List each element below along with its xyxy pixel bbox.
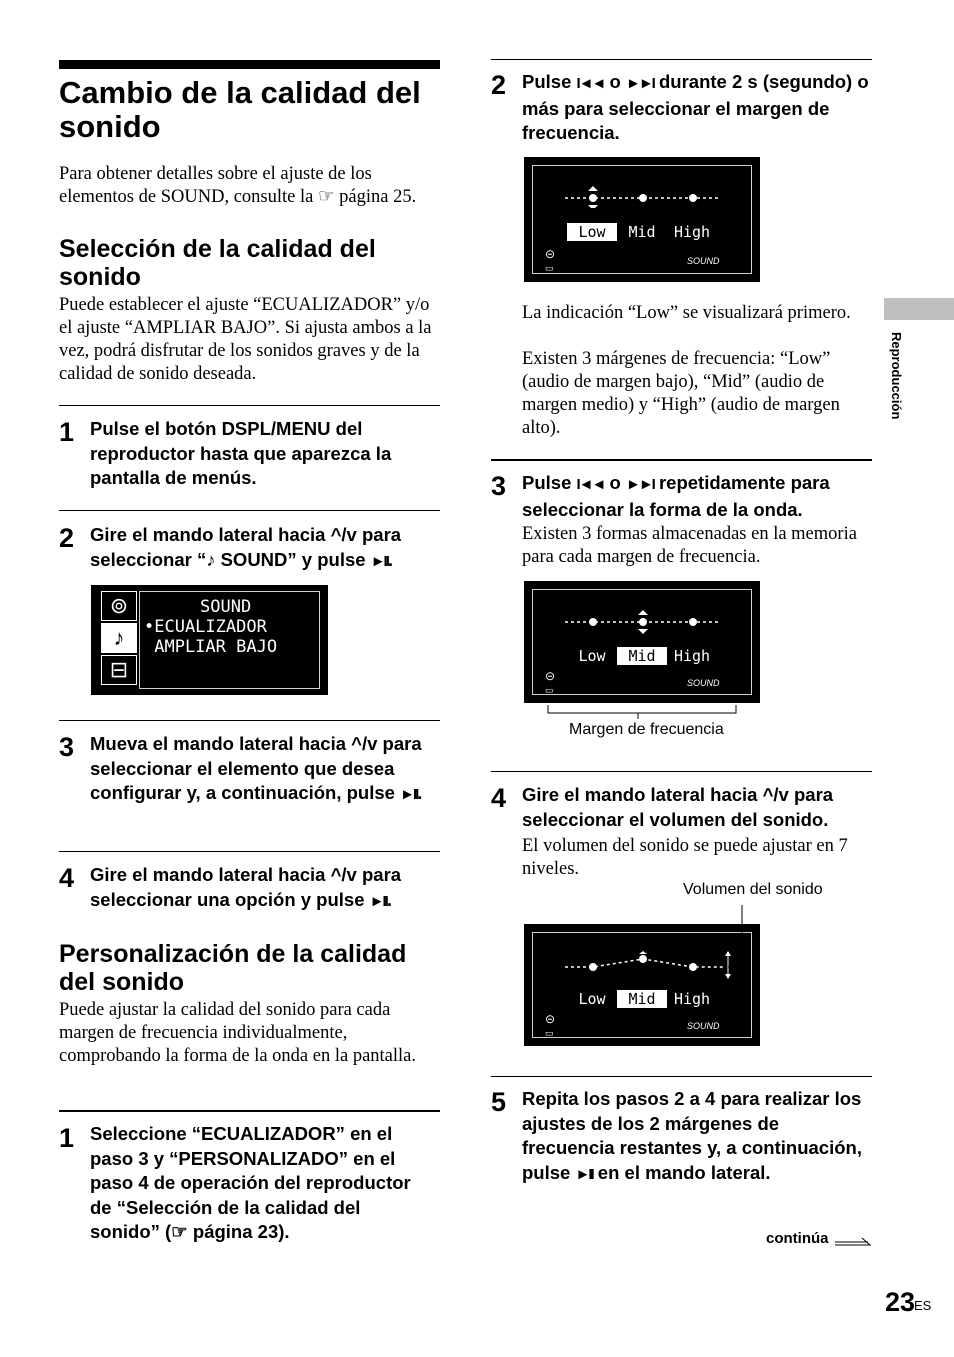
- step4-note: El volumen del sonido se puede ajustar en 7 niveles.: [522, 836, 848, 879]
- text-fragment: para seleccionar “: [90, 524, 402, 570]
- up-down-icon: ^/v: [351, 733, 378, 754]
- next-icon: ►►I: [625, 476, 654, 493]
- disc-icon: ⊝: [545, 1012, 556, 1026]
- eq-screen-volume: [524, 924, 760, 1046]
- chapter-tab: [884, 298, 954, 320]
- waveform-low: [563, 186, 723, 208]
- eq-panel: [532, 165, 752, 274]
- text-fragment: o: [604, 472, 626, 493]
- up-down-icon: ^/v: [330, 864, 357, 885]
- section2-body: Puede ajustar la calidad del sonido para cada margen de frecuencia individualmente, comprobando la forma de la onda en la pantalla.: [59, 1000, 417, 1066]
- menu-screen: [91, 585, 328, 695]
- step-divider: [491, 771, 872, 772]
- play-pause-icon: ►II: [369, 892, 387, 910]
- volume-caption: Volumen del sonido: [683, 881, 823, 898]
- band-low: Low: [567, 223, 617, 241]
- eq-panel: [532, 932, 752, 1038]
- section1-body: Puede establecer el ajuste “ECUALIZADOR” y/o el ajuste “AMPLIAR BAJO”. Si ajusta ambos a la vez, podrá disfrutar de los sonidos graves y de la calidad de sonido deseada.: [59, 295, 432, 384]
- text-fragment: Pulse: [522, 472, 577, 493]
- step-number: 1: [59, 1123, 75, 1153]
- text-fragment: durante 2 s (segundo) o más para seleccionar el margen de frecuencia.: [522, 71, 869, 143]
- menu-sidebar: [101, 591, 137, 687]
- eq-panel: [532, 589, 752, 695]
- step-number: 4: [491, 783, 507, 813]
- continue-arrow-icon: [834, 1236, 872, 1248]
- menu-panel: [139, 591, 320, 689]
- text-fragment: .: [417, 782, 423, 803]
- frequency-caption: Margen de frecuencia: [569, 721, 724, 738]
- step2-note1: La indicación “Low” se visualizará primero.: [522, 303, 851, 323]
- step1-text: Pulse el botón DSPL/MENU del reproductor hasta que aparezca la pantalla de menús.: [90, 418, 392, 488]
- step-number: 2: [491, 70, 507, 100]
- text-fragment: .: [387, 548, 394, 570]
- text-fragment: Pulse: [522, 71, 577, 92]
- text-fragment: repetidamente para seleccionar la forma de la onda.: [522, 472, 830, 520]
- play-pause-icon: ►II: [400, 786, 418, 803]
- eq-screen-low: [524, 157, 760, 282]
- page-language: ES: [914, 1298, 932, 1313]
- battery-icon: ▭: [545, 263, 554, 273]
- step-divider: [491, 1076, 872, 1077]
- disc-icon: ⊝: [545, 247, 556, 261]
- band-mid: Mid: [617, 990, 667, 1008]
- step-number: 2: [59, 523, 75, 553]
- text-fragment: SOUND” y pulse: [215, 548, 371, 570]
- band-mid: Mid: [617, 647, 667, 665]
- up-down-icon: ^/v: [762, 784, 789, 805]
- band-mid: Mid: [628, 223, 656, 241]
- menu-heading: SOUND: [200, 597, 252, 617]
- section2-title: Personalización de la calidad del sonido: [59, 940, 407, 996]
- step-number: 1: [59, 417, 75, 447]
- band-high: High: [673, 223, 711, 241]
- step-number: 4: [59, 863, 75, 893]
- text-fragment: para seleccionar el volumen del sonido.: [522, 784, 834, 830]
- previous-icon: I◄◄: [576, 476, 605, 493]
- battery-icon: ▭: [545, 685, 554, 695]
- previous-icon: I◄◄: [576, 75, 605, 92]
- step-divider: [491, 459, 872, 461]
- text-fragment: Gire el mando lateral hacia: [90, 864, 331, 885]
- play-pause-icon: ►II: [575, 1165, 593, 1183]
- band-high: High: [673, 647, 711, 665]
- step3-text: [90, 732, 435, 808]
- step2-text: [90, 523, 440, 574]
- text-fragment: Gire el mando lateral hacia: [90, 524, 331, 545]
- step2-note2: Existen 3 márgenes de frecuencia: “Low” (audio de margen bajo), “Mid” (audio de margen medio) y “High” (audio de margen alto).: [522, 349, 840, 438]
- step-number: 5: [491, 1087, 507, 1117]
- band-high: High: [673, 990, 711, 1008]
- disc-icon: ⊝: [545, 669, 556, 683]
- next-icon: ►►I: [625, 75, 654, 92]
- custom-step4-text: [522, 783, 874, 832]
- page-title: Cambio de la calidad del sonido: [59, 75, 421, 144]
- chapter-label: Reproducción: [889, 332, 904, 420]
- waveform-volume: [563, 951, 743, 979]
- title-bar: [59, 60, 440, 69]
- custom-step5-text: [522, 1087, 874, 1187]
- menu-item-ecualizador: •ECUALIZADOR: [144, 617, 267, 637]
- custom-step2-text: [522, 70, 874, 146]
- sound-tag: SOUND: [687, 256, 720, 266]
- step-number: 3: [59, 732, 75, 762]
- sound-tag: SOUND: [687, 678, 720, 688]
- text-fragment: o: [604, 71, 626, 92]
- text-fragment: .: [386, 888, 392, 910]
- player-icon: ⊚: [101, 591, 137, 621]
- text-fragment: para seleccionar una opción y pulse: [90, 864, 402, 910]
- step-divider: [59, 851, 440, 852]
- eq-screen-mid: [524, 581, 760, 703]
- intro-text: Para obtener detalles sobre el ajuste de los elementos de SOUND, consulte la ☞ página 25.: [59, 164, 417, 207]
- step4-text: [90, 863, 440, 914]
- step3-note: Existen 3 formas almacenadas en la memoria para cada margen de frecuencia.: [522, 524, 857, 567]
- play-pause-icon: ►II: [370, 552, 388, 570]
- continues-label: continúa: [766, 1230, 829, 1247]
- sound-tag: SOUND: [687, 1021, 720, 1031]
- battery-icon: ▭: [545, 1028, 554, 1038]
- step-divider: [59, 510, 440, 511]
- text-fragment: para seleccionar el elemento que desea configurar y, a continuación, pulse: [90, 733, 422, 803]
- custom-step3-text: [522, 471, 874, 522]
- custom-step1-text: Seleccione “ECUALIZADOR” en el paso 3 y “PERSONALIZADO” en el paso 4 de operación del reproductor de “Selección de la calidad del sonido” (☞ página 23).: [90, 1123, 411, 1242]
- music-note-icon: ♪: [101, 623, 137, 653]
- text-fragment: Gire el mando lateral hacia: [522, 784, 763, 805]
- band-low: Low: [578, 990, 606, 1008]
- step-divider: [59, 405, 440, 406]
- step-number: 3: [491, 471, 507, 501]
- page-number: 23: [885, 1287, 916, 1317]
- band-low: Low: [578, 647, 606, 665]
- settings-icon: ⊟: [101, 655, 137, 685]
- volume-pointer: [726, 903, 746, 969]
- waveform-mid: [563, 610, 723, 634]
- text-fragment: Repita los pasos 2 a 4 para realizar los ajustes de los 2 márgenes de frecuencia restantes y, a continuación, pulse: [522, 1088, 862, 1183]
- section1-title: Selección de la calidad del sonido: [59, 235, 376, 291]
- music-note-icon: ♪: [206, 548, 216, 570]
- step-divider: [59, 720, 440, 721]
- text-fragment: en el mando lateral.: [592, 1161, 771, 1183]
- frequency-bracket: [546, 703, 746, 719]
- menu-item-ampliar-bajo: AMPLIAR BAJO: [144, 637, 278, 657]
- up-down-icon: ^/v: [330, 524, 357, 545]
- top-rule-right: [491, 59, 872, 60]
- text-fragment: Mueva el mando lateral hacia: [90, 733, 352, 754]
- step-divider: [59, 1110, 440, 1112]
